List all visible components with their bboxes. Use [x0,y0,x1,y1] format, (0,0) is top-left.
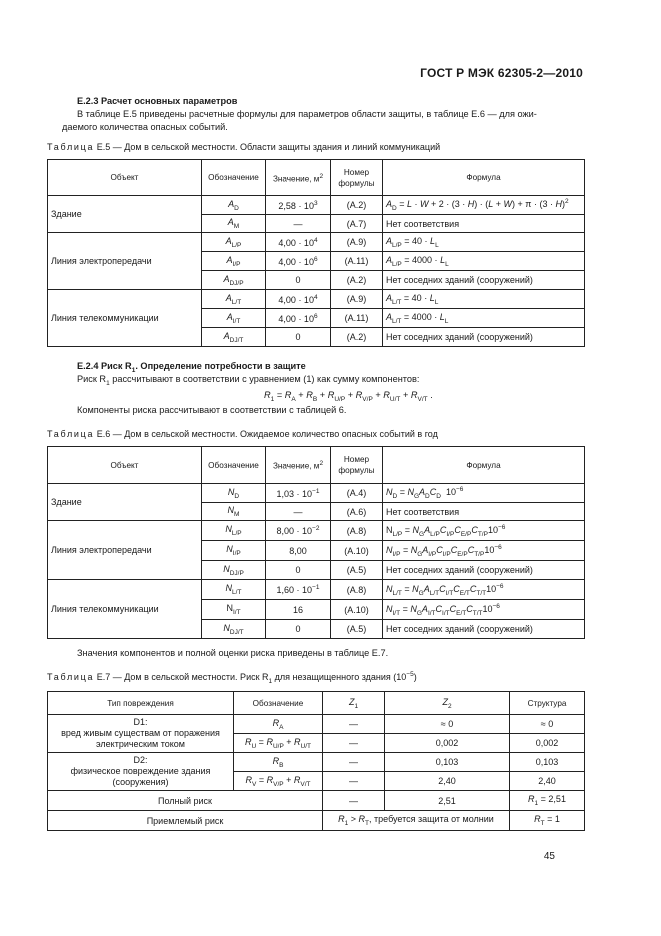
formula-cell: $A_{L/P} = 40 \cdot L_L$ [383,233,585,252]
formula-number-cell: (A.8) [331,580,383,600]
structure-cell: 2,40 [510,772,585,791]
value-cell: 0 [266,271,331,290]
formula-cell: Нет соседних зданий (сооружений) [383,271,585,290]
table-e5 [47,159,585,347]
symbol-cell: $A_{DJ/P}$ [202,271,266,290]
z1-cell: — [323,715,385,734]
formula-cell: $N_{L/P} = N_GA_{L/P}C_{I/P}C_{E/P}C_{T/P}10^{-6}$ [383,521,585,541]
z1-cell: — [323,772,385,791]
value-cell: $1,60 \cdot 10^{-1}$ [266,580,331,600]
symbol-cell: $N_{DJ/P}$ [202,561,266,580]
value-cell: 16 [266,600,331,620]
table-header-row [48,447,585,484]
symbol-cell: $N_{I/T}$ [202,600,266,620]
structure-cell: ≈ 0 [510,715,585,734]
header-formula: Формула [383,447,585,484]
header-damage-type: Тип повреждения [48,692,234,715]
risk-equation: $R_1 = R_A + R_B + R_{U/P} + R_{V/P} + R_{U/T} + R_{V/T}$ . [264,390,433,403]
symbol-cell: $N_{L/T}$ [202,580,266,600]
table-row [48,196,585,215]
object-cell: Линия телекоммуникации [48,290,202,347]
value-cell: 0 [266,620,331,639]
paragraph-line: Значения компонентов и полной оценки риска приведены в таблице Е.7. [77,648,389,658]
formula-cell: $N_{L/T} = N_GA_{L/T}C_{I/T}C_{E/T}C_{T/T}10^{-6}$ [383,580,585,600]
header-symbol: Обозначение [202,447,266,484]
caption-prefix: Таблица [47,142,95,152]
formula-number-cell: (A.9) [331,233,383,252]
formula-number-cell: (A.5) [331,561,383,580]
z2-cell: 0,103 [385,753,510,772]
symbol-cell: $A_{I/T}$ [202,309,266,328]
value-cell: $8,00 \cdot 10^{-2}$ [266,521,331,541]
caption-prefix: Таблица [47,429,95,439]
object-cell: Линия электропередачи [48,233,202,290]
symbol-cell: $N_M$ [202,503,266,521]
z2-cell: 2,40 [385,772,510,791]
object-cell: Здание [48,484,202,521]
symbol-cell: $N_{DJ/T}$ [202,620,266,639]
formula-number-cell: (A.4) [331,484,383,503]
value-cell: — [266,503,331,521]
formula-cell: $A_{L/T} = 4000 \cdot L_L$ [383,309,585,328]
header-object: Объект [48,160,202,196]
symbol-cell: $A_{L/T}$ [202,290,266,309]
table-row [48,715,585,734]
header-value: Значение, $м^2$ [266,447,331,484]
table-e6 [47,446,585,639]
paragraph-line: даемого количества опасных событий. [62,122,228,132]
section-heading-e23: E.2.3 Расчет основных параметров [77,96,238,106]
z1-cell: — [323,791,385,811]
formula-cell: $N_{I/T} = N_GA_{I/T}C_{I/T}C_{E/T}C_{T/T}10^{-6}$ [383,600,585,620]
formula-number-cell: (A.11) [331,252,383,271]
formula-number-cell: (A.10) [331,541,383,561]
formula-cell: $N_{I/P} = N_GA_{I/P}C_{I/P}C_{E/P}C_{T/P}10^{-6}$ [383,541,585,561]
structure-cell: $R_T = 1$ [510,811,585,831]
symbol-cell: $R_V = R_{V/P} + R_{V/T}$ [234,772,323,791]
formula-number-cell: (A.5) [331,620,383,639]
object-cell: Линия телекоммуникации [48,580,202,639]
header-z2: $Z_2$ [385,692,510,715]
caption-text: Е.6 — Дом в сельской местности. Ожидаемое количество опасных событий в год [96,429,438,439]
header-formula-number: Номер формулы [331,447,383,484]
symbol-cell: $A_{L/P}$ [202,233,266,252]
value-cell: $1,03 \cdot 10^{-1}$ [266,484,331,503]
table-row [48,580,585,600]
damage-type-d2: D2: физическое повреждение здания (сооружения) [48,753,234,791]
formula-number-cell: (A.11) [331,309,383,328]
paragraph-line: Компоненты риска рассчитывают в соответствии с таблицей 6. [77,405,347,415]
document-header: ГОСТ Р МЭК 62305-2—2010 [420,66,583,80]
object-cell: Здание [48,196,202,233]
structure-cell: 0,002 [510,734,585,753]
acceptable-risk-note: $R_1 > R_T$, требуется защита от молнии [323,811,510,831]
table-row [48,484,585,503]
header-symbol: Обозначение [234,692,323,715]
table-row [48,521,585,541]
symbol-cell: $A_{DJ/T}$ [202,328,266,347]
value-cell: 0 [266,561,331,580]
formula-cell: $A_{L/P} = 4000 \cdot L_L$ [383,252,585,271]
formula-cell: $A_D = L \cdot W + 2 \cdot (3 \cdot H) \cdot (L + W) + \pi \cdot (3 \cdot H)^2$ [383,196,585,215]
formula-cell: Нет соответствия [383,215,585,233]
structure-cell: 0,103 [510,753,585,772]
z1-cell: — [323,734,385,753]
table-header-row [48,692,585,715]
symbol-cell: $N_{I/P}$ [202,541,266,561]
formula-number-cell: (A.7) [331,215,383,233]
page-number: 45 [543,851,555,862]
section-heading-e24: E.2.4 Риск $R_1$. Определение потребности в защите [77,361,306,374]
paragraph-line: В таблице Е.5 приведены расчетные формулы для параметров области защиты, в таблице Е.6 — для ожи- [77,109,537,119]
formula-cell: Нет соседних зданий (сооружений) [383,561,585,580]
header-formula-number: Номер формулы [331,160,383,196]
formula-number-cell: (A.2) [331,196,383,215]
value-cell: $4,00 \cdot 10^6$ [266,252,331,271]
table-e7 [47,691,585,831]
table-e5-caption [47,142,440,152]
caption-text: Е.5 — Дом в сельской местности. Области защиты здания и линий коммуникаций [96,142,441,152]
formula-cell: $N_D = N_GA_DC_D$ $10^{-6}$ [383,484,585,503]
value-cell: $4,00 \cdot 10^6$ [266,309,331,328]
object-cell: Линия электропередачи [48,521,202,580]
total-risk-label: Полный риск [48,791,323,811]
value-cell: $4,00 \cdot 10^4$ [266,290,331,309]
value-cell: $4,00 \cdot 10^4$ [266,233,331,252]
table-header-row [48,160,585,196]
header-value: Значение, $м^2$ [266,160,331,196]
value-cell: — [266,215,331,233]
symbol-cell: $N_{L/P}$ [202,521,266,541]
formula-cell: Нет соседних зданий (сооружений) [383,620,585,639]
symbol-cell: $R_B$ [234,753,323,772]
table-row [48,290,585,309]
formula-cell: Нет соседних зданий (сооружений) [383,328,585,347]
symbol-cell: $N_D$ [202,484,266,503]
formula-number-cell: (A.10) [331,600,383,620]
value-cell: 8,00 [266,541,331,561]
formula-number-cell: (A.9) [331,290,383,309]
table-row [48,233,585,252]
table-row-acceptable [48,811,585,831]
header-z1: $Z_1$ [323,692,385,715]
z2-cell: 2,51 [385,791,510,811]
acceptable-risk-label: Приемлемый риск [48,811,323,831]
header-structure: Структура [510,692,585,715]
formula-number-cell: (A.8) [331,521,383,541]
header-object: Объект [48,447,202,484]
paragraph-line: Риск $R_1$ рассчитывают в соответствии с уравнением (1) как сумму компонентов: [77,374,420,387]
caption-prefix: Таблица [47,672,95,682]
formula-number-cell: (A.2) [331,271,383,290]
header-symbol: Обозначение [202,160,266,196]
z1-cell: — [323,753,385,772]
structure-cell: $R_1 = 2,51$ [510,791,585,811]
value-cell: 0 [266,328,331,347]
damage-type-d1: D1: вред живым существам от поражения электрическим током [48,715,234,753]
table-row-total [48,791,585,811]
value-cell: $2,58 \cdot 10^3$ [266,196,331,215]
symbol-cell: $A_M$ [202,215,266,233]
table-e7-caption: Таблица Е.7 — Дом в сельской местности. Риск $R_1$ для незащищенного здания $(10^{-5})$ [47,671,417,685]
symbol-cell: $R_U = R_{U/P} + R_{U/T}$ [234,734,323,753]
formula-cell: Нет соответствия [383,503,585,521]
z2-cell: ≈ 0 [385,715,510,734]
formula-number-cell: (A.2) [331,328,383,347]
symbol-cell: $A_D$ [202,196,266,215]
z2-cell: 0,002 [385,734,510,753]
symbol-cell: $R_A$ [234,715,323,734]
formula-cell: $A_{L/T} = 40 \cdot L_L$ [383,290,585,309]
table-e6-caption [47,429,438,439]
symbol-cell: $A_{I/P}$ [202,252,266,271]
formula-number-cell: (A.6) [331,503,383,521]
table-row [48,753,585,772]
header-formula: Формула [383,160,585,196]
